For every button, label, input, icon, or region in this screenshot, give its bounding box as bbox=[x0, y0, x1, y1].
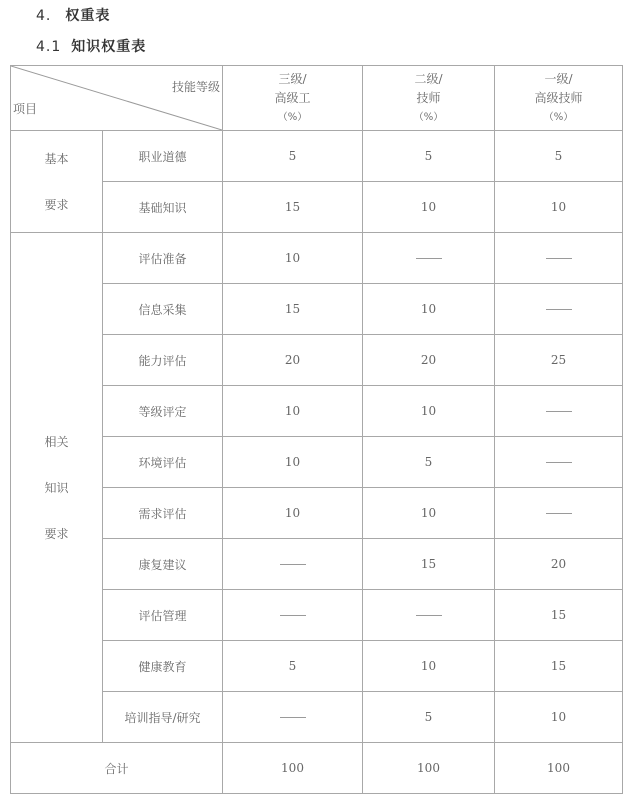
weight-value-cell: 5 bbox=[495, 131, 623, 182]
table-row bbox=[11, 335, 623, 386]
table-row bbox=[11, 182, 623, 233]
weight-value-cell bbox=[223, 692, 363, 743]
weight-value-cell: 20 bbox=[495, 539, 623, 590]
group-label-cell bbox=[11, 233, 103, 743]
table-row bbox=[11, 437, 623, 488]
weight-value-cell: 15 bbox=[223, 182, 363, 233]
weight-value-cell: 5 bbox=[363, 692, 495, 743]
item-name-cell: 环境评估 bbox=[103, 437, 223, 488]
dash-placeholder bbox=[546, 411, 572, 412]
table-row bbox=[11, 386, 623, 437]
item-name-cell: 等级评定 bbox=[103, 386, 223, 437]
section-title: 权重表 bbox=[65, 8, 111, 24]
table-row bbox=[11, 641, 623, 692]
item-name-cell: 康复建议 bbox=[103, 539, 223, 590]
weight-value-cell: 15 bbox=[495, 641, 623, 692]
weight-value-cell bbox=[495, 386, 623, 437]
weight-value-cell: 10 bbox=[223, 386, 363, 437]
weight-value-cell: 10 bbox=[363, 386, 495, 437]
weight-value-cell bbox=[223, 539, 363, 590]
weight-value-cell: 5 bbox=[223, 641, 363, 692]
dash-placeholder bbox=[546, 258, 572, 259]
dash-placeholder bbox=[280, 615, 306, 616]
group-label-line: 要求 bbox=[44, 526, 69, 541]
total-label: 合计 bbox=[11, 743, 223, 794]
table-row bbox=[11, 131, 623, 182]
weight-value-cell bbox=[495, 437, 623, 488]
dash-placeholder bbox=[546, 309, 572, 310]
weight-value-cell: 10 bbox=[363, 488, 495, 539]
table-row bbox=[11, 233, 623, 284]
section-number: 4. bbox=[36, 8, 52, 24]
table-row bbox=[11, 539, 623, 590]
group-label-line: 基本 bbox=[44, 151, 69, 166]
weight-value-cell: 15 bbox=[363, 539, 495, 590]
weight-value-cell: 10 bbox=[363, 641, 495, 692]
weight-value-cell bbox=[495, 233, 623, 284]
level-header-1: 一级/ 高级技师 （%） bbox=[495, 66, 623, 131]
dash-placeholder bbox=[546, 513, 572, 514]
item-name-cell: 评估准备 bbox=[103, 233, 223, 284]
subsection-heading bbox=[36, 36, 146, 56]
item-name-cell: 需求评估 bbox=[103, 488, 223, 539]
weight-value-cell: 20 bbox=[363, 335, 495, 386]
group-label-line: 要求 bbox=[44, 197, 69, 212]
weight-value-cell: 10 bbox=[495, 182, 623, 233]
weight-value-cell bbox=[495, 488, 623, 539]
weight-value-cell: 10 bbox=[363, 182, 495, 233]
weight-value-cell: 5 bbox=[223, 131, 363, 182]
weight-value-cell: 15 bbox=[495, 590, 623, 641]
weight-value-cell: 10 bbox=[223, 233, 363, 284]
weight-value-cell: 10 bbox=[223, 437, 363, 488]
dash-placeholder bbox=[416, 615, 442, 616]
weight-value-cell: 15 bbox=[223, 284, 363, 335]
weight-value-cell: 25 bbox=[495, 335, 623, 386]
item-name-cell: 职业道德 bbox=[103, 131, 223, 182]
weight-value-cell: 10 bbox=[223, 488, 363, 539]
weight-value-cell: 5 bbox=[363, 131, 495, 182]
total-value-cell: 100 bbox=[223, 743, 363, 794]
level-header-2: 二级/ 技师 （%） bbox=[363, 66, 495, 131]
dash-placeholder bbox=[280, 717, 306, 718]
subsection-title: 知识权重表 bbox=[71, 39, 147, 55]
subsection-number: 4.1 bbox=[36, 39, 62, 55]
weight-value-cell: 10 bbox=[363, 284, 495, 335]
table-row bbox=[11, 488, 623, 539]
knowledge-weight-table bbox=[10, 65, 623, 794]
item-name-cell: 基础知识 bbox=[103, 182, 223, 233]
weight-value-cell: 10 bbox=[495, 692, 623, 743]
weight-value-cell bbox=[223, 590, 363, 641]
dash-placeholder bbox=[416, 258, 442, 259]
skill-level-label: 技能等级 bbox=[171, 80, 220, 94]
total-value-cell: 100 bbox=[495, 743, 623, 794]
weight-value-cell bbox=[363, 590, 495, 641]
section-heading bbox=[36, 5, 110, 25]
item-name-cell: 信息采集 bbox=[103, 284, 223, 335]
group-label-cell bbox=[11, 131, 103, 233]
group-label-line: 知识 bbox=[44, 480, 69, 495]
weight-value-cell bbox=[363, 233, 495, 284]
table-row bbox=[11, 284, 623, 335]
weight-value-cell: 5 bbox=[363, 437, 495, 488]
diagonal-line bbox=[11, 66, 222, 130]
item-name-cell: 评估管理 bbox=[103, 590, 223, 641]
weight-value-cell: 20 bbox=[223, 335, 363, 386]
weight-value-cell bbox=[495, 284, 623, 335]
item-name-cell: 能力评估 bbox=[103, 335, 223, 386]
item-name-cell: 健康教育 bbox=[103, 641, 223, 692]
table-row bbox=[11, 692, 623, 743]
group-label-line: 相关 bbox=[44, 434, 69, 449]
total-row bbox=[11, 743, 623, 794]
dash-placeholder bbox=[280, 564, 306, 565]
item-label: 项目 bbox=[13, 102, 38, 116]
diagonal-header-cell bbox=[11, 66, 223, 131]
table-row bbox=[11, 590, 623, 641]
total-value-cell: 100 bbox=[363, 743, 495, 794]
dash-placeholder bbox=[546, 462, 572, 463]
level-header-3: 三级/ 高级工 （%） bbox=[223, 66, 363, 131]
item-name-cell: 培训指导/研究 bbox=[103, 692, 223, 743]
header-row bbox=[11, 66, 623, 131]
